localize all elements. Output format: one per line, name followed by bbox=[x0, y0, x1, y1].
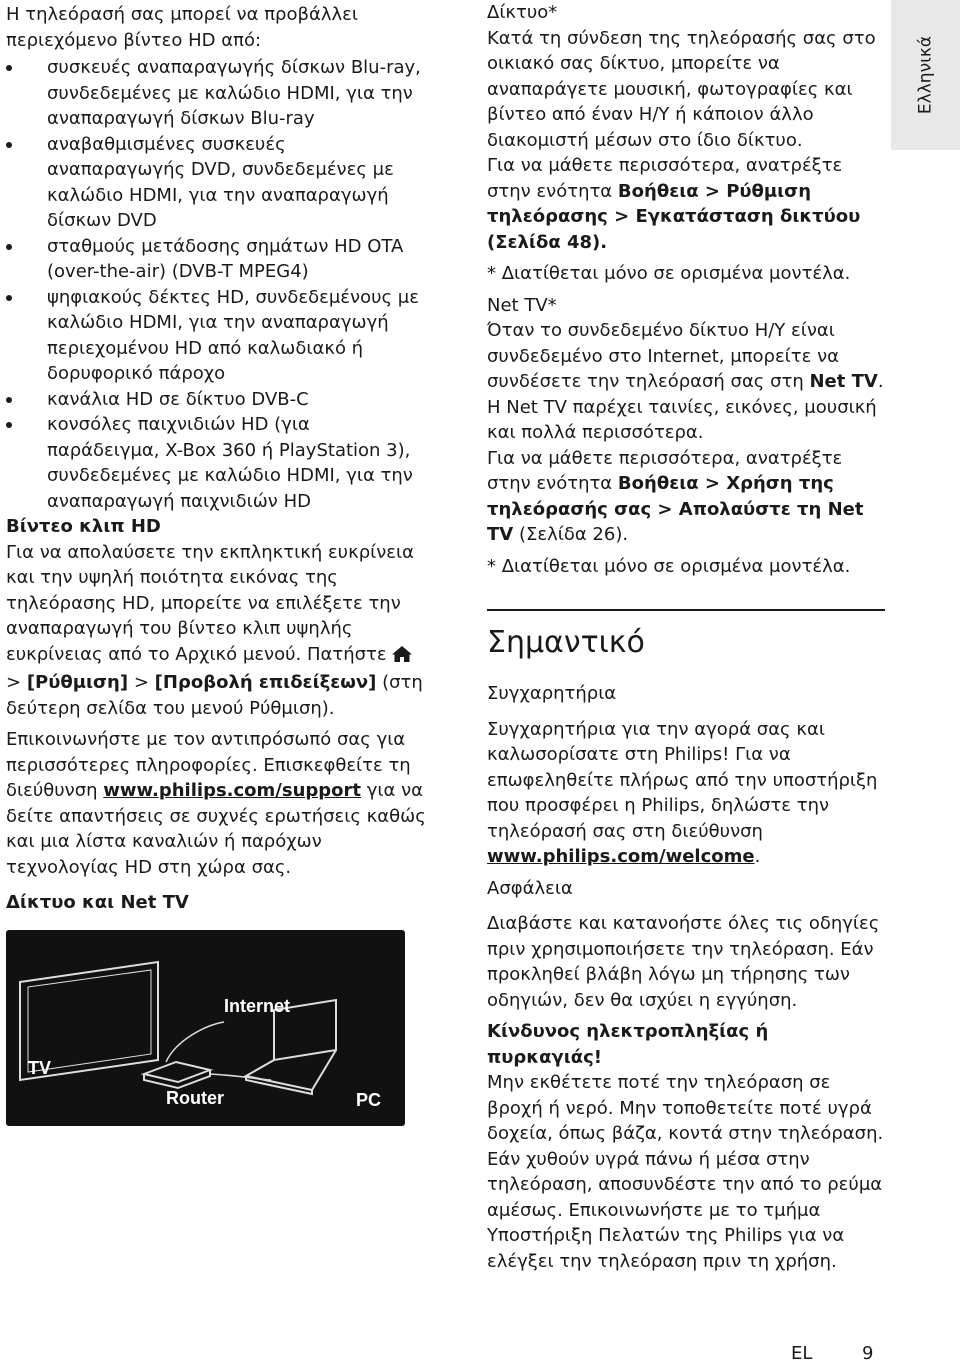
congrats-text bbox=[487, 717, 887, 870]
arrow-text: > bbox=[6, 672, 22, 693]
network-note: * Διατίθεται μόνο σε ορισμένα μοντέλα. bbox=[487, 263, 851, 284]
network-section-text: Κατά τη σύνδεση της τηλεόρασής σας στο οικιακό σας δίκτυο, μπορείτε να αναπαράγετε μουσική, φωτογραφίες και βίντεο από έναν Η/Υ ή κάποιον άλλο διακομιστή μέσων στο ίδιο δίκτυο. bbox=[487, 27, 876, 151]
router-label: Router bbox=[166, 1087, 224, 1108]
hd-sources-list bbox=[6, 55, 426, 514]
video-clip-tail: (στη δεύτερη σελίδα του μενού Ρύθμιση). bbox=[6, 672, 423, 719]
safety-heading: Ασφάλεια bbox=[487, 877, 573, 899]
congrats-heading: Συγχαρητήρια bbox=[487, 683, 617, 704]
network-section-heading: Δίκτυο* bbox=[487, 2, 558, 23]
nettv-more-ref: Βοήθεια > Χρήση της τηλεόρασής σας > Απολαύστε τη Net TV bbox=[487, 473, 864, 545]
list-item: συσκευές αναπαραγωγής δίσκων Blu-ray, συνδεδεμένες με καλώδιο HDMI, για την αναπαραγωγή δίσκων Blu-ray bbox=[6, 55, 426, 132]
support-link[interactable]: www.philips.com/support bbox=[103, 780, 362, 801]
home-icon bbox=[391, 645, 413, 671]
welcome-link[interactable]: www.philips.com/welcome bbox=[487, 846, 755, 867]
list-item: κανάλια HD σε δίκτυο DVB-C bbox=[6, 387, 426, 413]
network-diagram bbox=[6, 930, 405, 1126]
nettv-text2: Η Net TV παρέχει ταινίες, εικόνες, μουσική και πολλά περισσότερα. bbox=[487, 396, 877, 443]
menu-demo-label: [Προβολή επιδείξεων] bbox=[154, 672, 377, 693]
nettv-more bbox=[487, 446, 887, 548]
language-tab-label: Ελληνικά bbox=[914, 35, 935, 115]
risk-text: Μην εκθέτετε ποτέ την τηλεόραση σε βροχή ή νερό. Μην τοποθετείτε ποτέ υγρά δοχεία, όπως βάζα, κοντά στην τηλεόραση. Εάν χυθούν υγρά πάνω ή μέσα στην τηλεόραση, αποσυνδέστε την από το ρεύμα αμέσως. Επικοινωνήστε με το τμήμα Υποστήριξη Πελατών της Philips για να ελέγξει την τηλεόραση πριν τη χρήση. bbox=[487, 1072, 884, 1272]
footer-lang: EL bbox=[791, 1343, 813, 1364]
left-column bbox=[6, 0, 426, 1126]
menu-settings-label: [Ρύθμιση] bbox=[26, 672, 129, 693]
nettv-more-page: (Σελίδα 26). bbox=[518, 524, 629, 545]
nettv-text1-body: Όταν το συνδεδεμένο δίκτυο Η/Υ είναι συνδεδεμένο στο Internet, μπορείτε να συνδέσετε την τηλεόρασή σας στη bbox=[487, 320, 839, 392]
tv-label: TV bbox=[28, 1057, 52, 1078]
contact-tail: για να δείτε απαντήσεις σε συχνές ερωτήσεις καθώς και μια λίστα καναλιών ή παρόχων τεχνολογίας HD στη χώρα σας. bbox=[6, 780, 426, 878]
contact-body: Επικοινωνήστε με τον αντιπρόσωπό σας για περισσότερες πληροφορίες. Επισκεφθείτε τη διεύθυνση bbox=[6, 729, 411, 801]
language-tab bbox=[891, 0, 960, 150]
safety-text: Διαβάστε και κατανοήστε όλες τις οδηγίες πριν χρησιμοποιήσετε την τηλεόραση. Εάν προκληθεί βλάβη λόγω μη τήρησης των οδηγιών, δεν θα ισχύει η εγγύηση. bbox=[487, 913, 880, 1011]
nettv-note: * Διατίθεται μόνο σε ορισμένα μοντέλα. bbox=[487, 555, 851, 577]
right-column bbox=[487, 0, 887, 1274]
internet-label: Internet bbox=[224, 995, 291, 1016]
video-clip-text bbox=[6, 540, 426, 722]
nettv-heading: Net TV* bbox=[487, 294, 557, 316]
video-clip-heading: Βίντεο κλιπ HD bbox=[6, 516, 161, 537]
contact-text bbox=[6, 727, 426, 880]
page-number: 9 bbox=[862, 1343, 874, 1364]
congrats-body: Συγχαρητήρια για την αγορά σας και καλωσορίσατε στη Philips! Για να επωφεληθείτε πλήρως από την υποστήριξη που προσφέρει η Philips, δηλώστε την τηλεόρασή σας στη διεύθυνση bbox=[487, 718, 878, 842]
risk-heading: Κίνδυνος ηλεκτροπληξίας ή πυρκαγιάς! bbox=[487, 1021, 769, 1068]
list-item: σταθμούς μετάδοσης σημάτων HD OTA (over-the-air) (DVB-T MPEG4) bbox=[6, 234, 426, 285]
nettv-text1-bold: Net TV bbox=[809, 371, 878, 392]
arrow-text: > bbox=[133, 672, 149, 693]
nettv-more-text: Για να μάθετε περισσότερα, ανατρέξτε στην ενότητα bbox=[487, 447, 843, 494]
important-title: Σημαντικό bbox=[487, 609, 885, 661]
video-clip-body: Για να απολαύσετε την εκπληκτική ευκρίνεια και την υψηλή ποιότητα εικόνας της τηλεόρασης HD, μπορείτε να επιλέξετε την αναπαραγωγή του βίντεο κλιπ υψηλής ευκρίνειας από το Αρχικό μενού. Πατήστε bbox=[6, 541, 414, 665]
nettv-text1-end: . bbox=[877, 371, 884, 392]
nettv-text1 bbox=[487, 318, 887, 395]
network-more-text: Για να μάθετε περισσότερα, ανατρέξτε στην ενότητα bbox=[487, 155, 843, 202]
pc-label: PC bbox=[356, 1089, 382, 1110]
network-heading: Δίκτυο και Net TV bbox=[6, 892, 189, 913]
intro-text: Η τηλεόρασή σας μπορεί να προβάλλει περιεχόμενο βίντεο HD από: bbox=[6, 4, 358, 51]
list-item: ψηφιακούς δέκτες HD, συνδεδεμένους με καλώδιο HDMI, για την αναπαραγωγή περιεχομένου HD από καλωδιακό ή δορυφορικό πάροχο bbox=[6, 285, 426, 387]
list-item: αναβαθμισμένες συσκευές αναπαραγωγής DVD, συνδεδεμένες με καλώδιο HDMI, για την αναπαραγωγή δίσκων DVD bbox=[6, 132, 426, 234]
network-more-ref: Βοήθεια > Ρύθμιση τηλεόρασης > Εγκατάσταση δικτύου (Σελίδα 48). bbox=[487, 180, 861, 253]
congrats-end: . bbox=[754, 846, 761, 867]
network-more bbox=[487, 153, 887, 255]
list-item: κονσόλες παιχνιδιών HD (για παράδειγμα, X-Box 360 ή PlayStation 3), συνδεδεμένες με καλώδιο HDMI, για την αναπαραγωγή παιχνιδιών HD bbox=[6, 412, 426, 514]
